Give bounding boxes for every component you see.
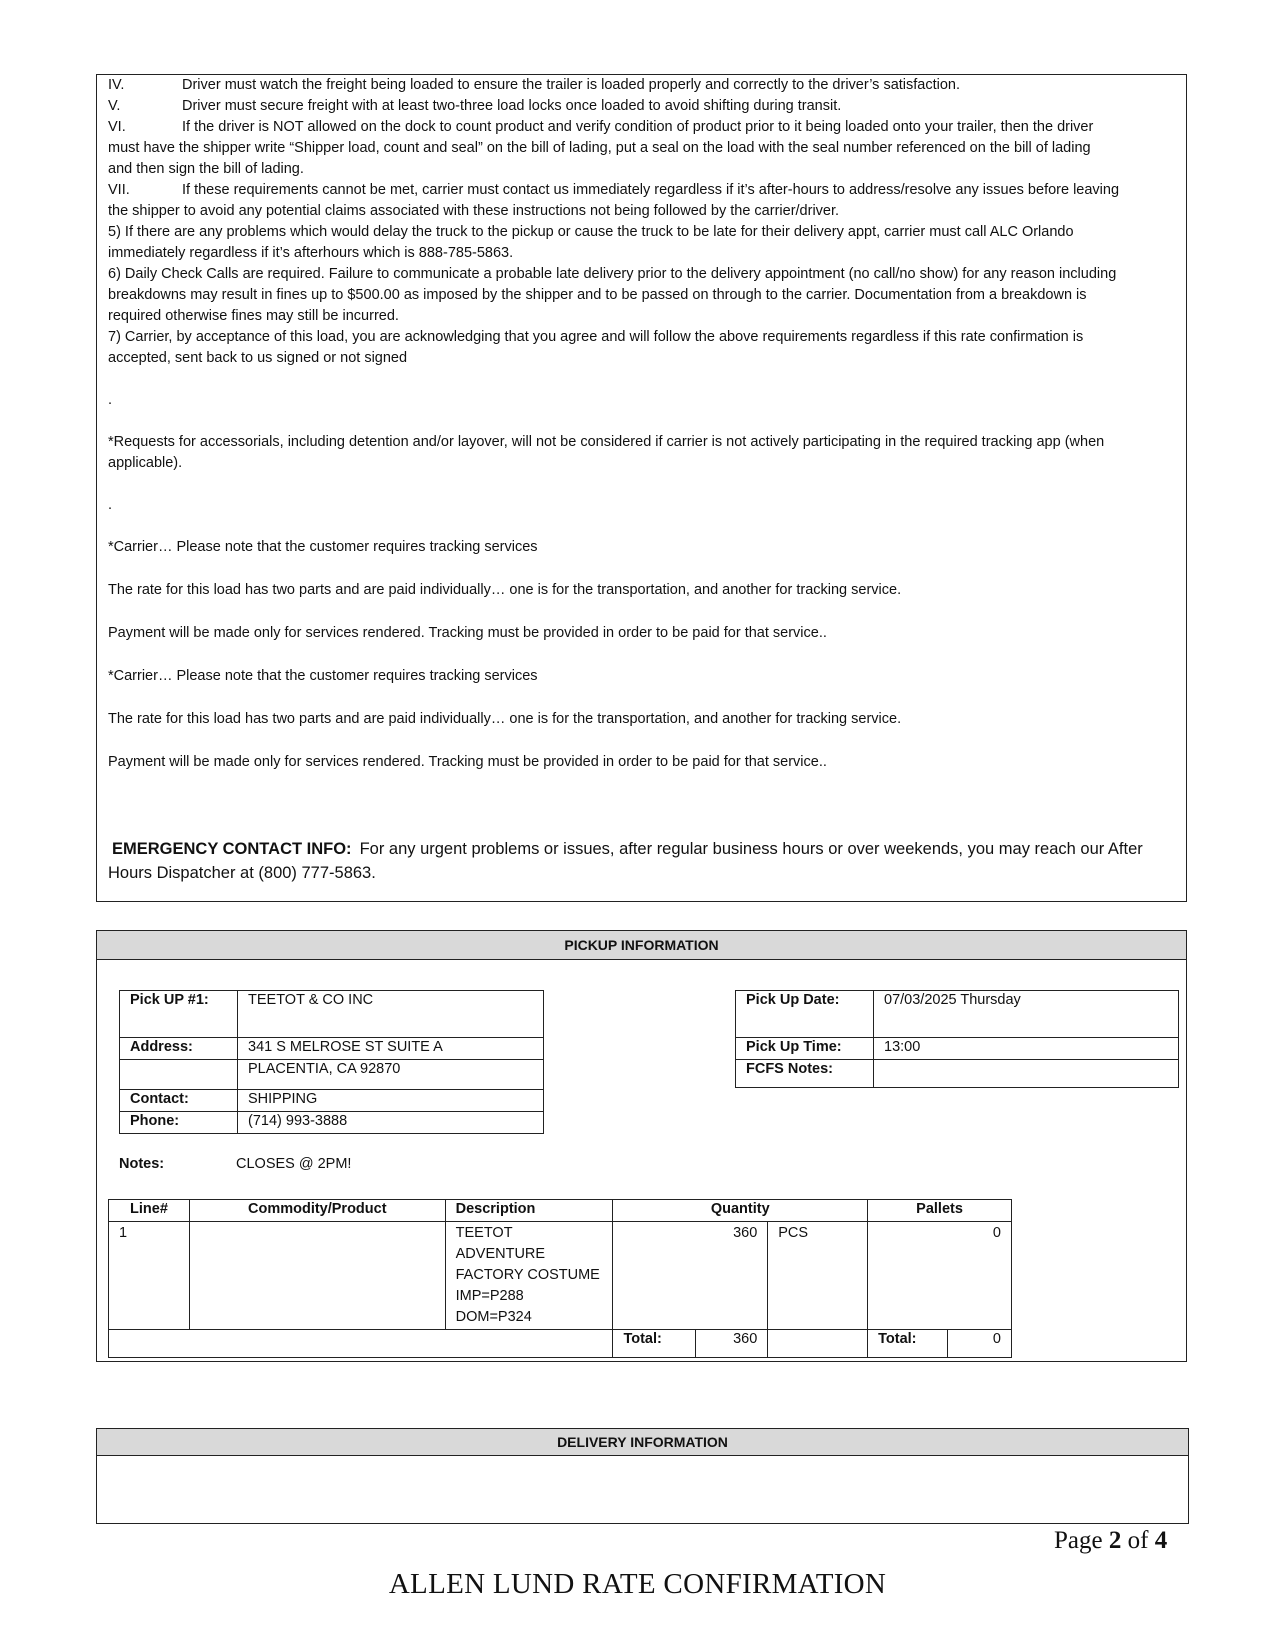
term-item-vii-cont: the shipper to avoid any potential claims associated with these instructions not being followed by the carrier/driver.: [108, 203, 840, 219]
fcfs-notes-label: FCFS Notes:: [736, 1060, 874, 1088]
row-description: [445, 1222, 613, 1330]
tracking-note: *Carrier… Please note that the customer requires tracking services: [108, 539, 538, 555]
payment-note: Payment will be made only for services rendered. Tracking must be provided in order to be paid for that service..: [108, 754, 827, 770]
page-total: 4: [1154, 1527, 1168, 1554]
table-row: [109, 1222, 1012, 1330]
term-item-vii: [108, 180, 1174, 202]
notes-label: Notes:: [119, 1156, 165, 1172]
delivery-header: DELIVERY INFORMATION: [97, 1429, 1188, 1456]
header-quantity: Quantity: [613, 1200, 868, 1222]
page-current: 2: [1108, 1527, 1122, 1554]
address-line1: 341 S MELROSE ST SUITE A: [238, 1038, 544, 1060]
rate-parts-note: The rate for this load has two parts and are paid individually… one is for the transportation, and another for tracking service.: [108, 582, 902, 598]
notes-value: CLOSES @ 2PM!: [236, 1156, 352, 1172]
header-description: Description: [445, 1200, 613, 1222]
description-line: IMP=P288: [455, 1288, 524, 1304]
emergency-contact-cont: Hours Dispatcher at (800) 777-5863.: [108, 864, 376, 882]
pickup-location-table: [119, 990, 544, 1134]
document-footer-title: ALLEN LUND RATE CONFIRMATION: [388, 1568, 887, 1600]
item-number: VII.: [108, 182, 130, 198]
description-line: TEETOT ADVENTURE: [455, 1225, 546, 1262]
item-number: IV.: [108, 77, 125, 93]
pickup-time-value: 13:00: [874, 1038, 1179, 1060]
term-item-6-cont: required otherwise fines may still be incurred.: [108, 308, 399, 324]
pickup-name: TEETOT & CO INC: [238, 991, 544, 1038]
separator-dot: .: [108, 497, 113, 513]
address-label: Address:: [120, 1038, 238, 1060]
emergency-label: EMERGENCY CONTACT INFO:: [112, 840, 352, 858]
pickup-date-value: 07/03/2025 Thursday: [874, 991, 1179, 1038]
separator-dot: .: [108, 392, 113, 408]
item-number: V.: [108, 98, 121, 114]
term-item-vi-cont: must have the shipper write “Shipper load, count and seal” on the bill of lading, put a seal on the load with the seal number referenced on the bill of lading: [108, 140, 1091, 156]
row-line: 1: [109, 1222, 190, 1330]
phone-label: Phone:: [120, 1112, 238, 1134]
total-quantity-label: Total:: [613, 1330, 696, 1358]
item-text: Driver must secure freight with at least two-three load locks once loaded to avoid shifting during transit.: [182, 98, 842, 114]
pickup-schedule-table: [735, 990, 1179, 1088]
row-unit: PCS: [768, 1222, 868, 1330]
totals-row: [109, 1330, 1012, 1358]
description-line: DOM=P324: [455, 1309, 532, 1325]
page-of: of: [1121, 1527, 1155, 1554]
row-quantity: 360: [613, 1222, 768, 1330]
pickup-header: PICKUP INFORMATION: [97, 931, 1186, 960]
pickup-date-label: Pick Up Date:: [736, 991, 874, 1038]
description-line: FACTORY COSTUME: [455, 1267, 600, 1283]
term-item-6-cont: breakdowns may result in fines up to $500.00 as imposed by the shipper and to be passed on through to the carrier. Documentation from a breakdown is: [108, 287, 1087, 303]
item-number: VI.: [108, 119, 126, 135]
total-pallets-label: Total:: [868, 1330, 948, 1358]
commodity-table: [108, 1199, 1012, 1358]
total-quantity-value: 360: [696, 1330, 768, 1358]
term-item-7-cont: accepted, sent back to us signed or not signed: [108, 350, 408, 366]
header-line: Line#: [109, 1200, 190, 1222]
row-commodity: [189, 1222, 445, 1330]
pickup-time-label: Pick Up Time:: [736, 1038, 874, 1060]
phone-value: (714) 993-3888: [238, 1112, 544, 1134]
address-line2: PLACENTIA, CA 92870: [238, 1060, 544, 1090]
header-commodity: Commodity/Product: [189, 1200, 445, 1222]
fcfs-notes-value: [874, 1060, 1179, 1088]
terms-section: [96, 74, 1187, 902]
item-text: Driver must watch the freight being loaded to ensure the trailer is loaded properly and correctly to the driver’s satisfaction.: [182, 77, 961, 93]
contact-label: Contact:: [120, 1090, 238, 1112]
term-item-5: 5) If there are any problems which would delay the truck to the pickup or cause the truck to be late for their delivery appt, carrier must call ALC Orlando: [108, 224, 1074, 240]
contact-value: SHIPPING: [238, 1090, 544, 1112]
delivery-section: [96, 1428, 1189, 1524]
term-item-v: [108, 96, 1174, 118]
payment-note: Payment will be made only for services rendered. Tracking must be provided in order to be paid for that service..: [108, 625, 827, 641]
item-text: If the driver is NOT allowed on the dock to count product and verify condition of product prior to it being loaded onto your trailer, then the driver: [182, 119, 1094, 135]
term-item-iv: [108, 75, 1174, 97]
totals-blank: [109, 1330, 613, 1358]
term-item-7: 7) Carrier, by acceptance of this load, you are acknowledging that you agree and will follow the above requirements regardless if this rate confirmation is: [108, 329, 1084, 345]
term-item-5-cont: immediately regardless if it’s afterhours which is 888-785-5863.: [108, 245, 514, 261]
term-item-vi: [108, 117, 1174, 139]
accessorial-note-cont: applicable).: [108, 455, 183, 471]
header-pallets: Pallets: [868, 1200, 1012, 1222]
item-text: If these requirements cannot be met, carrier must contact us immediately regardless if it’s after-hours to address/resolve any issues before leaving: [182, 182, 1120, 198]
term-item-vi-cont: and then sign the bill of lading.: [108, 161, 304, 177]
emergency-contact: [108, 837, 1174, 861]
accessorial-note: *Requests for accessorials, including detention and/or layover, will not be considered if carrier is not actively participating in the required tracking app (when: [108, 434, 1105, 450]
pickup-label: Pick UP #1:: [120, 991, 238, 1038]
page-prefix: Page: [1054, 1527, 1109, 1554]
commodity-header-row: [109, 1200, 1012, 1222]
rate-parts-note: The rate for this load has two parts and are paid individually… one is for the transportation, and another for tracking service.: [108, 711, 902, 727]
page-number: [1054, 1527, 1167, 1555]
term-item-6: 6) Daily Check Calls are required. Failure to communicate a probable late delivery prior to the delivery appointment (no call/no show) for any reason including: [108, 266, 1117, 282]
row-pallets: 0: [868, 1222, 1012, 1330]
total-unit-blank: [768, 1330, 868, 1358]
emergency-text: For any urgent problems or issues, after regular business hours or over weekends, you may reach our After: [359, 840, 1143, 858]
pickup-section: [96, 930, 1187, 1362]
address-label-blank: [120, 1060, 238, 1090]
tracking-note: *Carrier… Please note that the customer requires tracking services: [108, 668, 538, 684]
total-pallets-value: 0: [948, 1330, 1012, 1358]
